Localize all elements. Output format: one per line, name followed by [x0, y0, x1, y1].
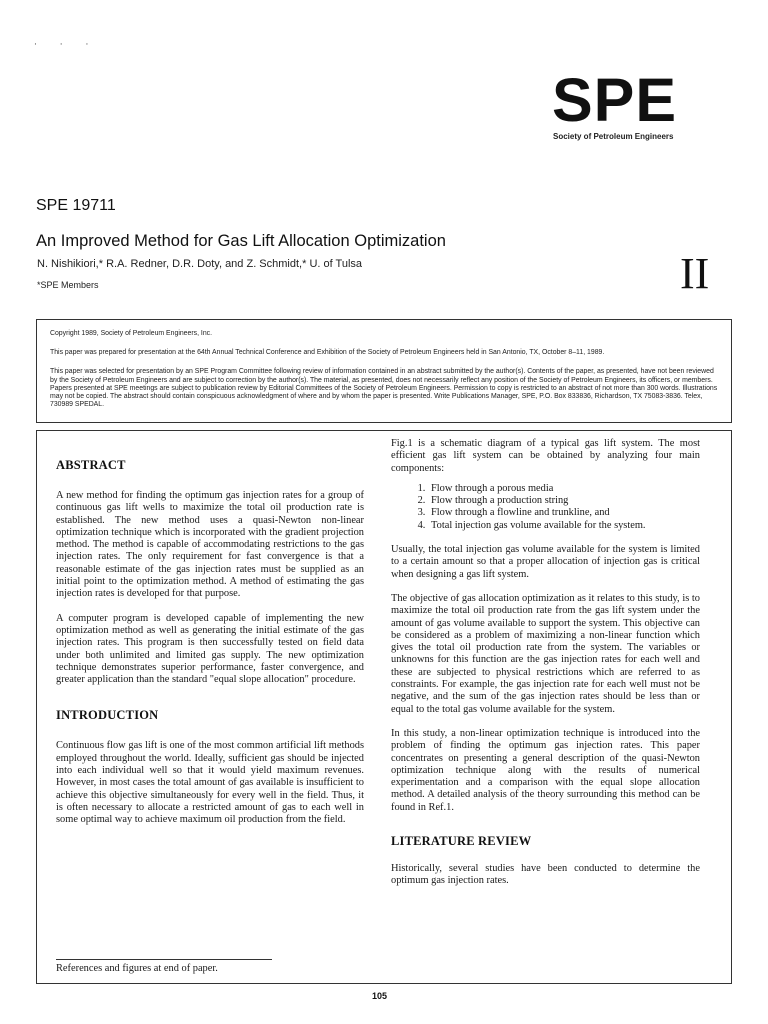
introduction-paragraph: Continuous flow gas lift is one of the most common artificial lift methods employed throughout the world. Ideally, sufficient gas should be injected into each individual well so that it would yield maximum revenues. However, in most cases the total amount of gas available is insufficient to achieve this objective simultaneously for every well in the field. Thus, it is often necessary to allocate a restricted amount of gas to each well in some optimal way to achieve maximum oil production from the field. — [56, 740, 364, 826]
literature-review-heading: LITERATURE REVIEW — [391, 834, 532, 849]
scan-specks: · · · — [34, 40, 99, 50]
presentation-note: This paper was prepared for presentation at the 64th Annual Technical Conference and Exhibition of the Society of Petroleum Engineers held in San Antonio, TX, October 8–11, 1989. — [50, 349, 605, 357]
review-disclaimer: This paper was selected for presentation by an SPE Program Committee following review of information contained in an abstract submitted by the author(s). Contents of the paper, as presented, have not been reviewed by the Society of Petroleum Engineers and are subject to correction by the author(s). The material, as presented, does not necessarily reflect any position of the Society of Petroleum Engineers, its officers, or members. Papers presented at SPE meetings are subject to publication review by Editorial Committees of the Society of Petroleum Engineers. Permission to copy is restricted to an abstract of not more than 300 words. Illustrations may not be copied. The abstract should contain conspicuous acknowledgment of where and by whom the paper is presented. Write Publications Manager, SPE, P.O. Box 833836, Richardson, TX 75083-3836. Telex, 730989 SPEDAL. — [50, 368, 718, 409]
footnote: References and figures at end of paper. — [56, 963, 218, 974]
list-item: 3. Flow through a flowline and trunkline, and — [428, 507, 700, 519]
abstract-paragraph: A new method for finding the optimum gas injection rates for a group of continuous gas lift wells to maximize the total oil production rate is established. The new method uses a quasi-Newton non-linear optimization technique which is incorporated with the gradient projection method. The method is capable of accommodating restrictions to the gas injection rates. The only requirement for fast convergence is that a reasonable estimate of the gas injection rates must be supplied as an initial point to the optimization method. A method of estimating the gas injection rates is developed for that purpose. — [56, 490, 364, 600]
copyright-line: Copyright 1989, Society of Petroleum Engineers, Inc. — [50, 330, 213, 337]
right-column — [391, 438, 700, 888]
abstract-heading: ABSTRACT — [56, 458, 126, 472]
intro-paragraph: The objective of gas allocation optimization as it relates to this study, is to maximize the total oil production rate from the gas lift system under the amount of gas volume available to support the system. This objective can be considered as a problem of maximizing a non-linear function which gives the total oil production rate from the system. The variables or unknowns for this function are the gas injection rates for each well and these are subjected to physical restrictions which are referred to as constraints. For example, the gas injection rate for each well must not be negative, and the sum of the gas injection rates should be less than or equal to the total gas volume available for the system. — [391, 592, 700, 715]
session-numeral: II — [680, 249, 710, 298]
left-column — [56, 458, 364, 827]
members-note: *SPE Members — [37, 280, 99, 290]
spe-logo: SPE — [552, 66, 678, 134]
components-list — [391, 483, 700, 532]
intro-paragraph: Usually, the total injection gas volume available for the system is limited to a certain amount so that a proper allocation of injection gas is critical when designing a gas lift system. — [391, 544, 700, 580]
society-name: Society of Petroleum Engineers — [553, 132, 674, 141]
list-item: 1. Flow through a porous media — [428, 483, 700, 495]
list-item: 4. Total injection gas volume available for the system. — [428, 520, 700, 532]
abstract-paragraph: A computer program is developed capable of implementing the new optimization method as well as generating the initial estimate of the gas injection rates. This program is then successfully tested on field data under both unlimited and limited gas supply. The new optimization technique demonstrates superior performance, faster convergence, and greater application than the standard "equal slope allocation" procedure. — [56, 612, 364, 686]
paper-number: SPE 19711 — [36, 197, 116, 214]
author-list: N. Nishikiori,* R.A. Redner, D.R. Doty, and Z. Schmidt,* U. of Tulsa — [37, 258, 363, 270]
paper-title: An Improved Method for Gas Lift Allocation Optimization — [36, 232, 446, 250]
literature-paragraph: Historically, several studies have been conducted to determine the optimum gas injection rates. — [391, 863, 700, 887]
page-number: 105 — [372, 991, 388, 1001]
intro-paragraph: Fig.1 is a schematic diagram of a typical gas lift system. The most efficient gas lift system can be obtained by analyzing four main components: — [391, 438, 700, 474]
introduction-heading: INTRODUCTION — [56, 708, 159, 723]
copyright-notice-box — [36, 319, 732, 423]
list-item: 2. Flow through a production string — [428, 495, 700, 507]
intro-paragraph: In this study, a non-linear optimization technique is introduced into the problem of finding the optimum gas injection rates. This paper concentrates on presenting a general description of the quasi-Newton optimization technique along with the results of numerical experimentation and a comparison with the equal slope allocation method. A detailed analysis of the theory surrounding this method can be found in Ref.1. — [391, 727, 700, 813]
footnote-rule — [56, 959, 272, 960]
